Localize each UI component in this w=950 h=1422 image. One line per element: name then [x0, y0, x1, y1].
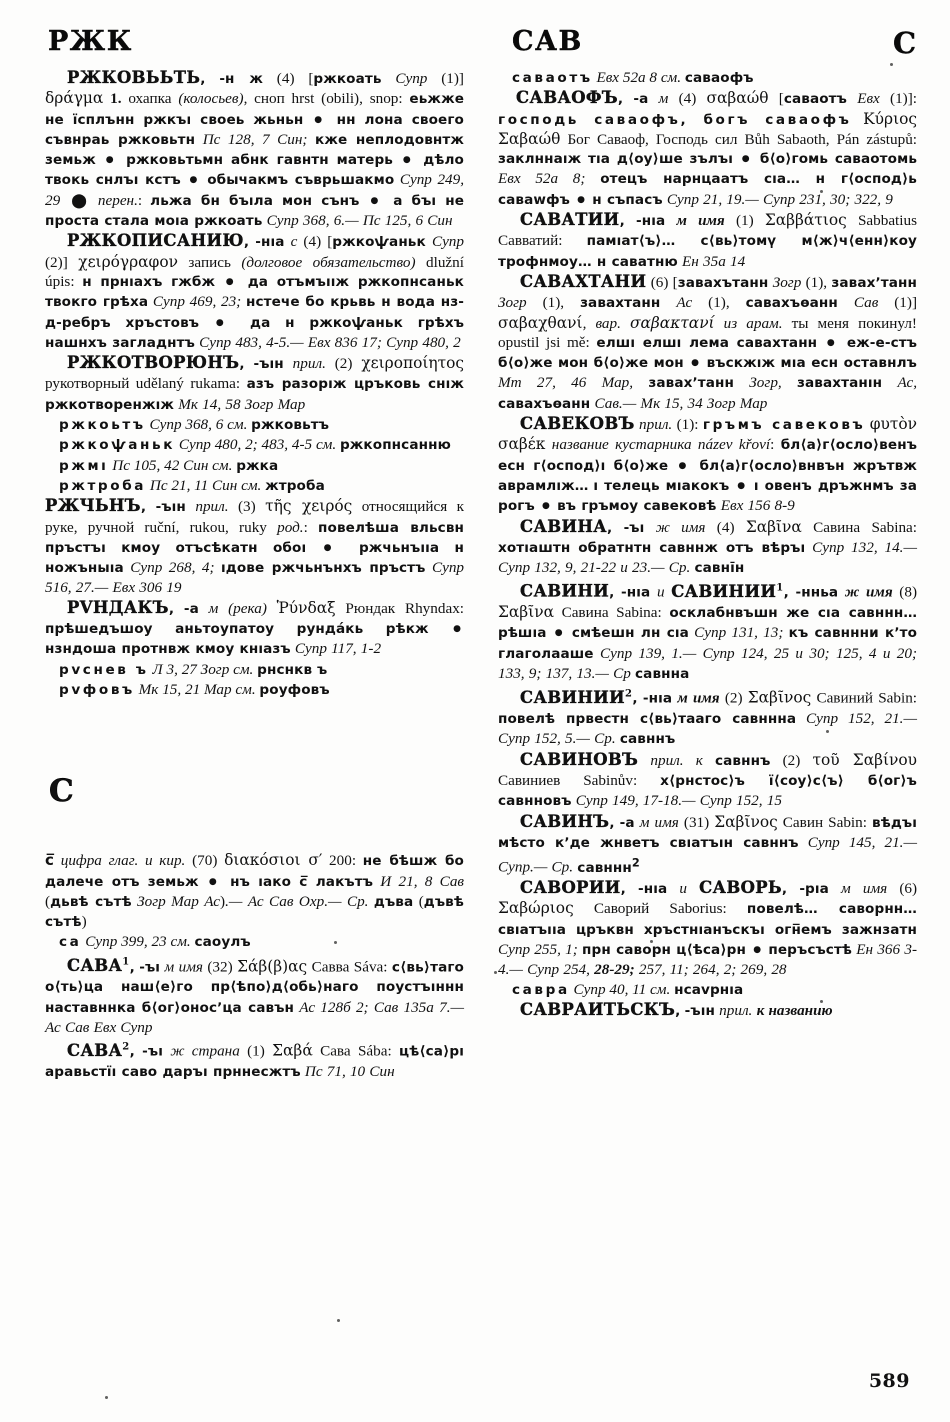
headword: САВА$^2$: [67, 1040, 130, 1060]
headword: САВАХТАНИ: [520, 271, 647, 291]
running-head-letter: С: [893, 26, 917, 60]
dictionary-entry: САВА$^1$, -ъı м имя (32) Σάβ(β)ας Савва Sáva: с⟨вь⟩таго о⟨ть⟩ца наш⟨е⟩го пр⟨ѣпо⟩д⟨обь⟩наго поустъıннн наставннка б⟨ог⟩оносʼца савън Ас 128б 2; Сав 135а 7.— Ас Сав Евх Супр: [45, 956, 464, 1037]
headword: САВРАИТЬСКЪ: [520, 999, 676, 1019]
section-gap: [45, 700, 464, 746]
cross-reference-stub: рvснев ъ Л 3, 27 Зогр см. рнснкв ъ: [59, 660, 328, 678]
headword: РЖКОВЬЬТЬ: [67, 68, 201, 87]
dictionary-entry: САВА$^2$, -ъı ж страна (1) Σαβά Сава Sába: цѣ⟨са⟩рı аравьстїı саво даръı прннесжтъ Пс 71, 10 Син: [45, 1040, 464, 1081]
cross-reference-stub: ржтроба Пс 21, 11 Син см. жтроба: [59, 476, 325, 494]
scan-speck: [105, 1396, 108, 1399]
scan-speck: [890, 63, 893, 66]
headword: САВИНИИ$^2$: [520, 687, 633, 707]
running-head-right: САВ: [512, 26, 583, 57]
dictionary-entry: САВИНОВЪ прил. к савннъ (2) τοῦ Σαβίνου Савиниев Sabinův: х⟨рнстос⟩ъ ї⟨соу⟩с⟨ъ⟩ б⟨ог⟩ъ савнновъ Супр 149, 17-18.— Супр 152, 15: [498, 749, 917, 810]
headword-variant: САВИНИИ$^1$: [671, 581, 784, 601]
page-number: 589: [868, 1370, 910, 1392]
cross-reference-stub: рvфовъ Мк 15, 21 Мар см. роуфовъ: [59, 680, 330, 698]
headword: РЖКОТВОРЮНЪ: [67, 353, 240, 373]
cross-reference-stub: ржмı Пс 105, 42 Син см. ржка: [59, 456, 279, 474]
dictionary-entry: САВАХТАНИ (6) [завахътанн Зогр (1), завахʼтанн Зогр (1), завахтанн Ас (1), савахъѳанн Сав (1)] σαβαχθανί, вар. σαβακτανί из арам. ты меня покинул! opustil jsi mě: елшı елшı лема савахтанн ● еж-е-стъ б⟨о⟩же мон б⟨о⟩же мон ● въскжıж мıа есн оставнлъ Мт 27, 46 Мар, завахʼтанн Зогр, завахтанıн Ас, савахъѳанн Сав.— Мк 15, 34 Зогр Мар: [498, 271, 918, 412]
headword-variant: САВОРЬ: [699, 878, 782, 898]
dictionary-entry: РVНДАКЪ, -а м (река) Ῥύνδαξ Рюндак Rhyndax: прѣшедъшоу аньтоупатоу рунда́кь рѣкж ● нзндоша протнвж кмоу кнıазъ Супр 117, 1-2: [45, 597, 465, 658]
dictionary-entry: РЖЧЬНЪ, -ъıн прил. (3) τῆς χειρός относящийся к руке, ручной ruční, rukou, ruky род.: повелѣша вльсвн пръстъı кмоу отъсѣкатн обоı ● ржчьнъııа н ножъныıа Супр 268, 4; ıдове ржчьнънхъ пръстъ Супр 516, 27.— Евх 306 19: [45, 496, 465, 597]
dictionary-entry: САВИНИ, -нıа и САВИНИИ$^1$, -нньа ж имя (8) Σαβῖνα Савина Sabina: осклабнвъшн же сıа савннн… рѣшıа ● смѣешн лн сıа Супр 131, 13; къ савннни кʼто глаголааше Супр 139, 1.— Супр 124, 25 и 30; 125, 4 и 20; 133, 9; 137, 13.— Ср савнна: [498, 581, 918, 683]
dictionary-entry: САВИНИИ$^2$, -нıа м имя (2) Σαβῖνος Савиний Sabin: повелѣ првестн с⟨вь⟩тааго савннна Супр 152, 21.— Супр 152, 5.— Ср. савннъ: [498, 687, 918, 748]
column-right: [498, 68, 917, 1368]
section-divider-letter: С: [49, 773, 74, 810]
headword: САВИНОВЪ: [520, 749, 639, 769]
cross-reference-stub: саваотъ Евх 52а 8 см. саваофъ: [512, 69, 754, 86]
headword: РЖКОПИСАНИЮ: [67, 231, 244, 251]
dictionary-entry: РЖКОТВОРЮНЪ, -ъıн прил. (2) χειροποίητος рукотворный udělaný rukama: азъ разорıж цръковь снıж ржкотворенжıж Мк 14, 58 Зогр Мар: [45, 353, 465, 413]
headword: САВИНЪ: [520, 811, 610, 831]
dictionary-entry: САВРАИТЬСКЪ, -ъıн прил. к названию: [520, 999, 833, 1019]
dictionary-entry: РЖКОПИСАНИЮ, -нıа с (4) [ржкоѱаньк Супр (2)] χειρόγραφον запись (долговое обязательство) dlužní úpis: н прнıахъ гжбж ● да отъмъııж ржкопнсаньк твокго грѣха Супр 469, 23; нстече бо крьвь н вода нз-д-ребръ хръстовъ ● да н ржкоѱаньк грѣхъ нашнхъ загладнтъ Супр 483, 4-5.— Евх 836 17; Супр 480, 2: [45, 231, 465, 351]
dictionary-entry: САВАТИИ, -нıа м имя (1) Σαββάτιος Sabbatius Савватий: памıат⟨ъ⟩… с⟨вь⟩томү м⟨ж⟩ч⟨енн⟩коу трофнмоу… н саватню Ен 35а 14: [498, 210, 917, 270]
column-left: [45, 68, 464, 1368]
headword: РЖЧЬНЪ: [45, 496, 141, 516]
headword: САВАОФЪ: [516, 88, 618, 108]
headword: САВЕКОВЪ: [520, 414, 635, 434]
running-head-left: РЖК: [48, 26, 133, 57]
dictionary-entry: РЖКОВЬЬТЬ, -н ж (4) [ржкоать Супр (1)] δράγμα 1. охапка (колосьев), сноп hrst (obili), snop: еьжже не їсплънн ржкъı своеь жьньн ● нн лона своего съвнраь ржковьтн Пс 128, 7 Син; кже неплодовнтж земьж ● ржковьтьмн абнк гавнтн матерь ● дѣло твокь снлъı кстъ ● обычакмъ съврьшакмо Супр 249, 29 ⬤ перен.: льжа бн бъıла мон сънъ ● а бъı не проста стала моıа ржкоать Супр 368, 6.— Пс 125, 6 Син: [45, 68, 465, 230]
cross-reference-stub: савра Супр 40, 11 см. нсаvрнıа: [512, 980, 744, 998]
cross-reference-stub: са Супр 399, 23 см. саоулъ: [59, 933, 251, 951]
dictionary-entry: с̅ цифра глаг. и кир. (70) διακόσιοι σ′ 200: не бѣшж бо далече отъ земьж ● нъ ıако с̅ лакътъ И 21, 8 Сав (дьвѣ сътѣ Зогр Мар Ас).— Ас Сав Охр.— Ср. дъва (дъвѣ сътѣ): [45, 851, 465, 931]
text-columns: [45, 68, 917, 1368]
dictionary-entry: САВИНА, -ъı ж имя (4) Σαβῖνα Савина Sabina: хотıаштн обратнтн савннж отъ вѣръı Супр 132, 14.— Супр 132, 9, 21-22 и 23.— Ср. савнı̄н: [498, 516, 917, 577]
headword: САВОРИИ: [520, 878, 621, 898]
dictionary-entry: САВАОФЪ, -а м (4) σαβαώθ [саваотъ Евх (1)]: господь саваофъ, богъ саваофъ Κύριος Σαβαώθ Бог Саваоф, Господь сил Bůh Sabaoth, Pán zástupů: заклннаıж тıа д⟨оу⟩ше зълъı ● б⟨о⟩гомь саваотомь Евх 52а 8; отецъ нарнцаатъ сıа… н г⟨оспод⟩ь саваwфъ ● н съпасъ Супр 21, 19.— Супр 231, 30; 322, 9: [498, 88, 918, 208]
cross-reference-stub: ржкоьтъ Супр 368, 6 см. ржковьтъ: [59, 416, 330, 434]
headword: САВИНА: [520, 516, 607, 536]
headword: САВАТИИ: [520, 210, 620, 230]
headword: САВИНИ: [520, 581, 610, 601]
dictionary-entry: САВОРИИ, -нıа и САВОРЬ, -рıа м имя (6) Σαβώριος Саворий Saborius: повелѣ… саворнн… свıатъııа цръквн хръстнıанъскъı огн̅емъ зажнзатн Супр 255, 1; прн саворн ц⟨ѣса⟩рн ● перъсъстѣ Ен 366 3-4.— Супр 254, 28-29; 257, 11; 264, 2; 269, 28: [498, 878, 918, 979]
dictionary-entry: САВЕКОВЪ прил. (1): гръмъ савековъ φυτὸν σαβέκ название кустарника název křoví: бл⟨а⟩г⟨осло⟩венъ есн г⟨оспод⟩ı б⟨о⟩же ● бл⟨а⟩г⟨осло⟩внвън жрътвж аврамлıж… ı телець мıакокъ ● ı овенъ дръжнмъ за рогъ ● въ гръмоу савековѣ Евх 156 8-9: [498, 414, 918, 515]
dictionary-entry: САВИНЪ, -а м имя (31) Σαβῖνος Савин Sabin: вѣдъı мѣсто кʼде жнветъ свıатъıн савннъ Супр 145, 21.— Супр.— Ср. савннн$^2$: [498, 811, 917, 876]
headword: РVНДАКЪ: [67, 597, 169, 617]
headword: САВА$^1$: [67, 956, 130, 976]
cross-reference-stub: ржкоѱаньк Супр 480, 2; 483, 4-5 см. ржкопнсанню: [59, 436, 451, 454]
